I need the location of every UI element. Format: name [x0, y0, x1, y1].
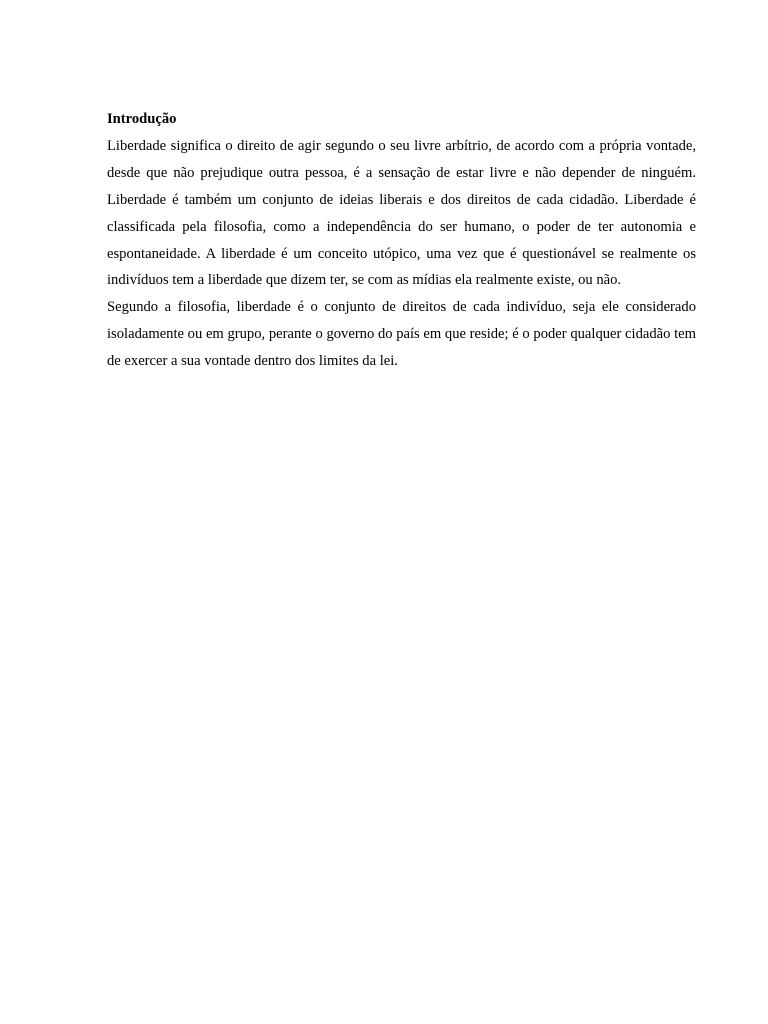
document-body: [107, 106, 696, 375]
paragraph-1: Liberdade significa o direito de agir segundo o seu livre arbítrio, de acordo com a própria vontade, desde que não prejudique outra pessoa, é a sensação de estar livre e não depender de ninguém. Liberdade é também um conjunto de ideias liberais e dos direitos de cada cidadão. Liberdade é classificada pela filosofia, como a independência do ser humano, o poder de ter autonomia e espontaneidade. A liberdade é um conceito utópico, uma vez que é questionável se realmente os indivíduos tem a liberdade que dizem ter, se com as mídias ela realmente existe, ou não.: [107, 137, 696, 289]
paragraph-2: Segundo a filosofia, liberdade é o conjunto de direitos de cada indivíduo, seja ele considerado isoladamente ou em grupo, perante o governo do país em que reside; é o poder qualquer cidadão tem de exercer a sua vontade dentro dos limites da lei.: [107, 299, 696, 370]
section-heading: Introdução: [107, 111, 177, 127]
